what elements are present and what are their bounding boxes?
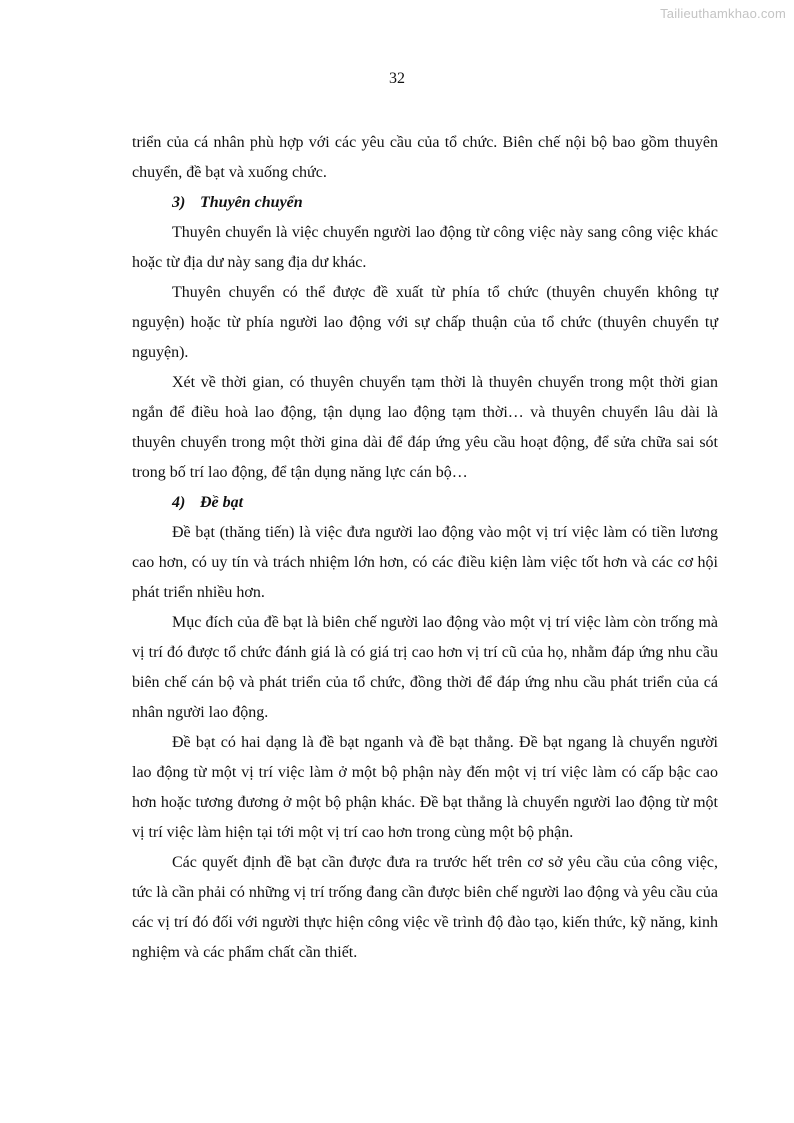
paragraph: Đề bạt (thăng tiến) là việc đưa người lao động vào một vị trí việc làm có tiền lương cao hơn, có uy tín và trách nhiệm lớn hơn, có các điều kiện làm việc tốt hơn và các cơ hội phát triển nhiều hơn. bbox=[132, 524, 718, 601]
document-body bbox=[132, 128, 718, 968]
section-heading-thuyen-chuyen bbox=[132, 188, 718, 218]
paragraph: Xét về thời gian, có thuyên chuyển tạm thời là thuyên chuyển trong một thời gian ngắn để điều hoà lao động, tận dụng lao động tạm thời… và thuyên chuyển lâu dài là thuyên chuyển trong một thời gina dài để đáp ứng yêu cầu hoạt động, để sửa chữa sai sót trong bố trí lao động, để tận dụng năng lực cán bộ… bbox=[132, 374, 718, 481]
section-heading-de-bat bbox=[132, 488, 718, 518]
section-number: 3) bbox=[172, 194, 186, 211]
paragraph: Các quyết định đề bạt cần được đưa ra trước hết trên cơ sở yêu cầu của công việc, tức là cần phải có những vị trí trống đang cần được biên chế người lao động và yêu cầu của các vị trí đó đối với người thực hiện công việc về trình độ đào tạo, kiến thức, kỹ năng, kinh nghiệm và các phẩm chất cần thiết. bbox=[132, 854, 718, 961]
section-number: 4) bbox=[172, 494, 186, 511]
paragraph: Đề bạt có hai dạng là đề bạt nganh và đề bạt thẳng. Đề bạt ngang là chuyển người lao động từ một vị trí việc làm ở một bộ phận này đến một vị trí việc làm có cấp bậc cao hơn hoặc tương đương ở một bộ phận khác. Đề bạt thẳng là chuyển người lao động từ một vị trí việc làm hiện tại tới một vị trí cao hơn trong cùng một bộ phận. bbox=[132, 734, 718, 841]
watermark: Tailieuthamkhao.com bbox=[660, 6, 786, 21]
paragraph-continuation: triển của cá nhân phù hợp với các yêu cầu của tổ chức. Biên chế nội bộ bao gồm thuyên chuyển, đề bạt và xuống chức. bbox=[132, 134, 718, 181]
paragraph: Thuyên chuyển có thể được đề xuất từ phía tổ chức (thuyên chuyển không tự nguyện) hoặc từ phía người lao động với sự chấp thuận của tổ chức (thuyên chuyển tự nguyện). bbox=[132, 284, 718, 361]
paragraph: Mục đích của đề bạt là biên chế người lao động vào một vị trí việc làm còn trống mà vị trí đó được tổ chức đánh giá là có giá trị cao hơn vị trí cũ của họ, nhằm đáp ứng nhu cầu biên chế cán bộ và phát triển của tổ chức, đồng thời để đáp ứng nhu cầu phát triển của cá nhân người lao động. bbox=[132, 614, 718, 721]
page-number: 32 bbox=[389, 70, 405, 87]
section-title: Đề bạt bbox=[200, 494, 244, 511]
section-title: Thuyên chuyển bbox=[200, 194, 303, 211]
paragraph: Thuyên chuyển là việc chuyển người lao động từ công việc này sang công việc khác hoặc từ địa dư này sang địa dư khác. bbox=[132, 224, 718, 271]
